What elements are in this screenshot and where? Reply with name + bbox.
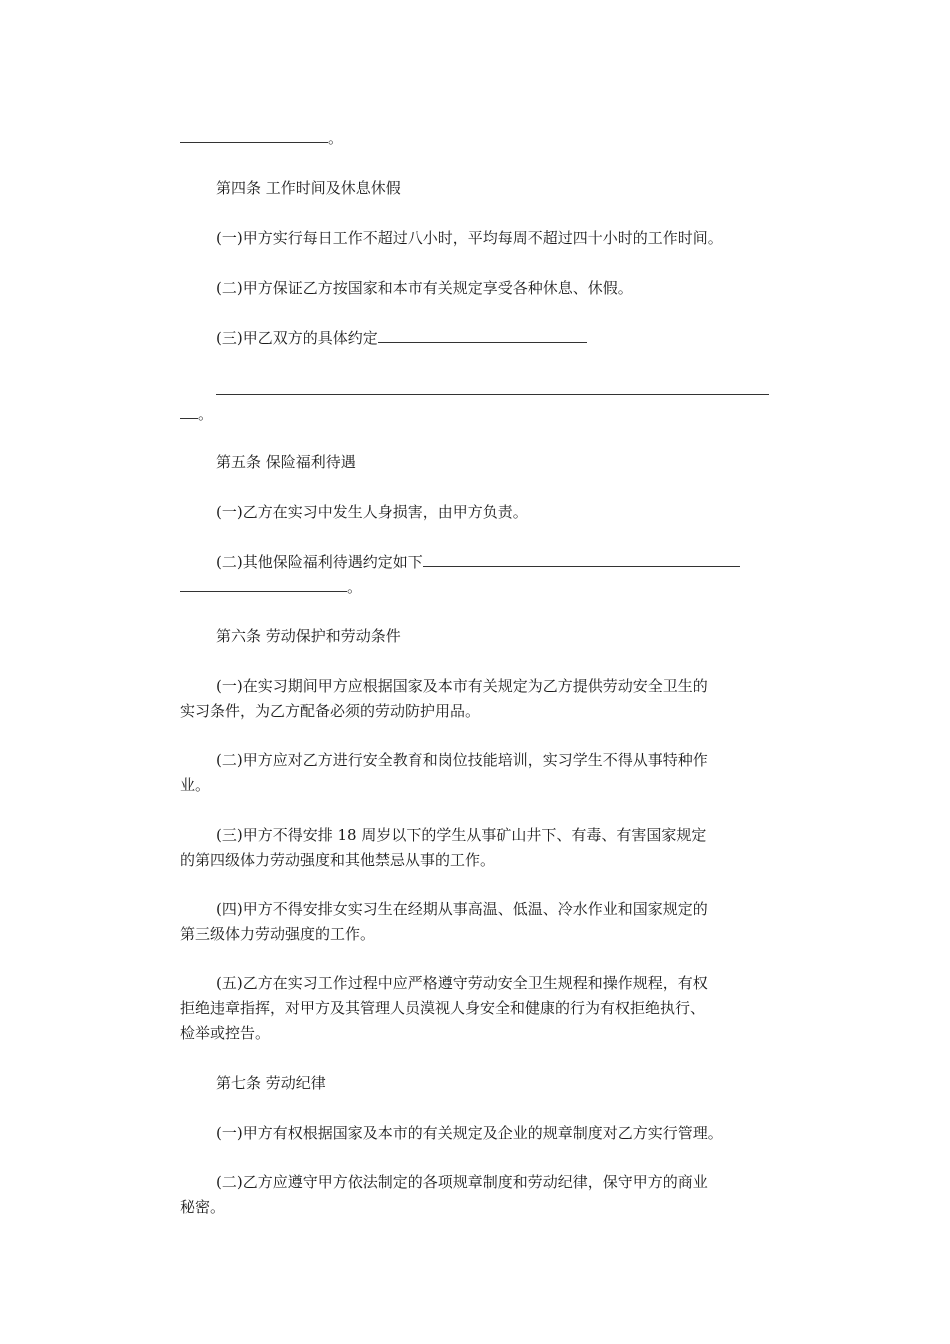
article-7-title: 第七条 劳动纪律 xyxy=(216,1074,326,1092)
blank-line xyxy=(378,328,587,343)
fill-in-line xyxy=(180,404,213,424)
article-4-clause-3 xyxy=(216,328,587,348)
clause-text: (三)甲乙双方的具体约定 xyxy=(216,329,378,347)
article-6-clause-1: (一)在实习期间甲方应根据国家及本市有关规定为乙方提供劳动安全卫生的 xyxy=(216,677,708,695)
line-text: 。 xyxy=(198,405,214,423)
article-5-title: 第五条 保险福利待遇 xyxy=(216,453,356,471)
line-text: 。 xyxy=(328,129,344,147)
article-4-clause-1: (一)甲方实行每日工作不超过八小时，平均每周不超过四十小时的工作时间。 xyxy=(216,229,723,247)
article-5-clause-2 xyxy=(216,552,740,572)
blank-line xyxy=(423,552,740,567)
fill-in-line xyxy=(216,380,769,400)
article-6-clause-3: (三)甲方不得安排 18 周岁以下的学生从事矿山井下、有毒、有害国家规定 xyxy=(216,826,707,844)
article-7-clause-1: (一)甲方有权根据国家及本市的有关规定及企业的规章制度对乙方实行管理。 xyxy=(216,1124,723,1142)
article-6-title: 第六条 劳动保护和劳动条件 xyxy=(216,627,401,645)
article-6-clause-4-cont: 第三级体力劳动强度的工作。 xyxy=(180,925,376,943)
article-7-clause-2-cont: 秘密。 xyxy=(180,1198,226,1216)
article-6-clause-2: (二)甲方应对乙方进行安全教育和岗位技能培训，实习学生不得从事特种作 xyxy=(216,751,708,769)
article-5-clause-1: (一)乙方在实习中发生人身损害，由甲方负责。 xyxy=(216,503,528,521)
article-6-clause-5-cont: 拒绝违章指挥，对甲方及其管理人员漠视人身安全和健康的行为有权拒绝执行、 xyxy=(180,999,706,1017)
article-6-clause-1-cont: 实习条件，为乙方配备必须的劳动防护用品。 xyxy=(180,702,481,720)
article-7-clause-2: (二)乙方应遵守甲方依法制定的各项规章制度和劳动纪律，保守甲方的商业 xyxy=(216,1173,708,1191)
article-6-clause-5: (五)乙方在实习工作过程中应严格遵守劳动安全卫生规程和操作规程，有权 xyxy=(216,974,708,992)
article-6-clause-5-cont: 检举或控告。 xyxy=(180,1024,271,1042)
article-6-clause-2-cont: 业。 xyxy=(180,776,211,794)
article-6-clause-4: (四)甲方不得安排女实习生在经期从事高温、低温、冷水作业和国家规定的 xyxy=(216,900,708,918)
fill-in-line xyxy=(180,577,362,597)
blank-line xyxy=(180,577,347,592)
clause-text: (二)其他保险福利待遇约定如下 xyxy=(216,553,423,571)
blank-line xyxy=(216,380,769,395)
line-text: 。 xyxy=(347,578,363,596)
blank-line xyxy=(180,128,328,143)
blank-line xyxy=(180,404,198,419)
fill-in-line xyxy=(180,128,343,148)
article-4-title: 第四条 工作时间及休息休假 xyxy=(216,179,401,197)
article-6-clause-3-cont: 的第四级体力劳动强度和其他禁忌从事的工作。 xyxy=(180,851,496,869)
article-4-clause-2: (二)甲方保证乙方按国家和本市有关规定享受各种休息、休假。 xyxy=(216,279,633,297)
